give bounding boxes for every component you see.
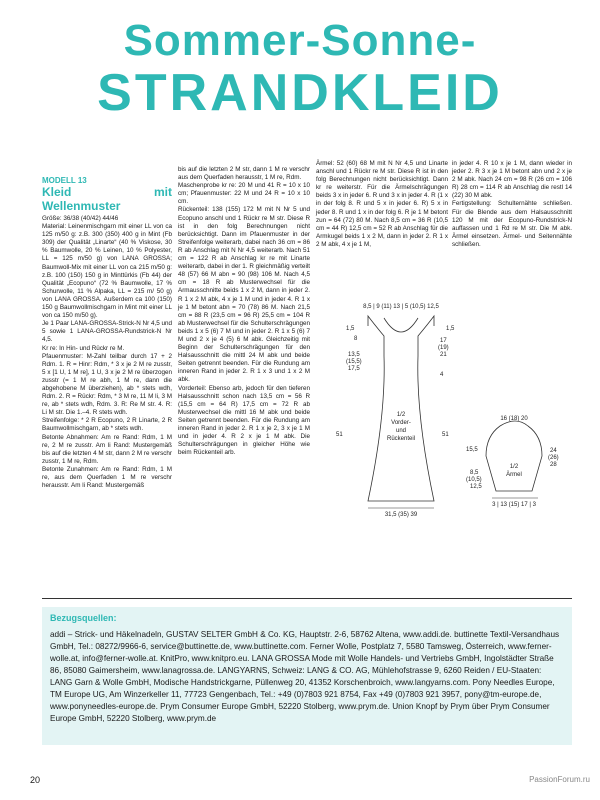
body-left-measure: (15,5) bbox=[346, 359, 362, 365]
body-right-measure: 4 bbox=[440, 372, 444, 378]
body-left-measure: 13,5 bbox=[348, 352, 360, 358]
title-line-1: Sommer-Sonne- bbox=[123, 16, 477, 65]
divider-rule bbox=[42, 598, 572, 599]
sleeve-top-measure: 16 (18) 20 bbox=[500, 416, 528, 422]
schematic-diagram bbox=[316, 296, 586, 526]
body-outline bbox=[368, 316, 434, 501]
body-right-measure: (19) bbox=[438, 345, 449, 351]
model-name: Kleid mit Wellenmuster bbox=[42, 185, 172, 213]
body-right-measure: 17 bbox=[440, 338, 447, 344]
body-left-measure: 8 bbox=[354, 336, 358, 342]
title-line-2: STRANDKLEID bbox=[97, 64, 503, 122]
paragraph: in jeder 4. R 10 x je 1 M, dann wieder in jeder 2. R 3 x je 1 M betont abn und 2 x je 2 M abk. Nach 24 cm = 98 R (26 cm = 106 R) 28 cm = 114 R ab Anschlag die restl 14 (22) 30 M abk. bbox=[452, 160, 572, 200]
modell-label: MODELL 13 bbox=[42, 176, 87, 185]
paragraph: Material: Leinenmischgarn mit einer LL von ca 125 m/50 g: z.B. 300 (350) 400 g in Mint (Fb 309) der Qualität „Linarte“ (40 % Viskose, 30 % Baumwolle, 20 % Leinen, 10 % Polyester, LL = 125 m/50 g) von LANA GROSSA; Baumwoll-Mix mit einer LL von ca 215 m/50 g: z.B. 100 (150) 150 g in Minttürkis (Fb 44) der Qualität „Ecopuno“ (72 % Baumwolle, 17 % Schurwolle, 11 % Alpaka, LL = 215 m/ 50 g) von LANA GROSSA. Außerdem ca 100 (150) 150 g Baumwollmischgarn in Mint mit einer LL von ca 150 m/50 g). bbox=[42, 223, 172, 320]
paragraph: Kr re: In Hin- und Rückr re M. bbox=[42, 344, 125, 352]
paragraph: Größe: 36/38 (40/42) 44/46 bbox=[42, 215, 119, 222]
body-side-measure-left: 51 bbox=[336, 432, 343, 438]
column-3 bbox=[316, 160, 448, 249]
paragraph: bis auf die letzten 2 M str, dann 1 M re verschr aus dem Querfaden herausstr, 1 M re, Rdm. bbox=[178, 166, 310, 182]
column-4 bbox=[452, 160, 572, 249]
body-right-measure: 21 bbox=[440, 352, 447, 358]
watermark: PassionForum.ru bbox=[529, 775, 590, 784]
sleeve-outline bbox=[486, 421, 542, 491]
sources-text: addi – Strick- und Häkelnadeln, GUSTAV SELTER GmbH & Co. KG, Hauptstr. 2-6, 58762 Altena, www.addi.de. buttinette Textil-Versandhaus GmbH, Tel.: 08272/9966-6, service@buttinette.de, www.buttinette.com. Ferner Wolle, Postplatz 7, 5580 Tamsweg, Österreich, www.ferner-wolle.at, info@ferner-wolle.at. KnitPro, www.knitpro.eu. LANA GROSSA Mode mit Wolle Handels- und Vertriebs GmbH, Ingolstädter Straße 86, 85080 Gaimersheim, www.lanagrossa.de. LANGYARNS, Schweiz: LANG & CO. AG, Mühlehofstrasse 9, 6260 Reiden / EU-Staaten: LANG Garn & Wolle GmbH, Modische Handstrickgarne, Püllenweg 20, 41352 Korschenbroich, www.langyarns.com. Pony Needles Europe, TM Europe UG, Am Winzerkeller 11, 77723 Gengenbach, Tel.: +49 (0)7803 921 8754, Fax +49 (0)7803 921 3957, pony@tm-europe.de, www.ponyneedles-europe.de. Prym Consumer Europe GmbH, 52220 Stolberg, www.prym.de. Union Knopf by Prym über Prym Consumer Europe GmbH, 52220 Stolberg, www.prym.de bbox=[50, 630, 560, 723]
sleeve-right-measure: 28 bbox=[550, 462, 557, 468]
body-left-measure: 1,5 bbox=[346, 326, 355, 332]
sleeve-bottom-measure: 3 | 13 (15) 17 | 3 bbox=[492, 502, 536, 508]
body-side-measure-right: 51 bbox=[442, 432, 449, 438]
paragraph: Betonte Zunahmen: Am re Rand: Rdm, 1 M re, aus dem Querfaden 1 M re verschr herausstr. Am li Rand: Mustergemäß bbox=[42, 465, 172, 490]
body-bottom-measure: 31,5 (35) 39 bbox=[384, 512, 418, 518]
column-1 bbox=[42, 176, 172, 490]
paragraph: Fertigstellung: Schulternähte schließen. Für die Blende aus dem Halsausschnitt 120 M mit der Ecopuno-Rundstrick-N auffassen und 1 Rd re M str. Die M abk. Ärmel einsetzen. Ärmel- und Seitennähte schließen. bbox=[452, 200, 572, 248]
column-2 bbox=[178, 166, 310, 457]
sleeve-left-measure: 8,5 bbox=[470, 470, 479, 476]
paragraph: Maschenprobe kr re: 20 M und 41 R = 10 x 10 cm; Pfauenmuster: 22 M und 24 R = 10 x 10 cm. bbox=[178, 182, 310, 206]
paragraph: Rückenteil: 138 (155) 172 M mit N Nr 5 und Ecopuno anschl und 1 Rückr re M str. Diese R ist in den folg Berechnungen nicht berücksichtigt. Dann im Pfauenmuster in der Streifenfolge weiterarb, dabei nach 36 cm = 86 R ab Anschlag mit N Nr 4,5 weiterarb. Nach 51 cm = 122 R ab Anschlag kr re mit Linarte weiterarb, dabei in der 1. R gleichmäßig verteilt 48 (57) 66 M abn = 90 (98) 106 M. Nach 4,5 cm = 18 R ab Musterwechsel für die Armausschnitte beids 1 x 2 M, dann in jeder 2. R 1 x 2 M abk, 4 x je 1 M und in jeder 4. R 1 x je 1 M betont abn = 70 (78) 86 M. Nach 21,5 cm = 88 R (23,5 cm = 96 R) 25,5 cm = 104 R ab Musterwechsel für die Schulterschrägungen beids 1 x 5 (6) 7 M und in jeder 2. R 1 x 5 (6) 7 M und 2 x je 4 (5) 6 M abk. Gleichzeitig mit Beginn der Schulterschrägungen für den Halsausschnitt die mittl 24 M abk und beide Seiten getrennt beenden. Für die Rundung am inneren Rand in jeder 2. R 1 x 3 und 1 x 2 M abk. bbox=[178, 206, 310, 384]
paragraph: Vorderteil: Ebenso arb, jedoch für den tieferen Halsausschnitt schon nach 13,5 cm = 56 R (15,5 cm = 64 R) 17,5 cm = 72 R ab Musterwechsel die mittl 16 M abk und beide Seiten getrennt beenden. Für die Rundung am inneren Rand in jeder 2. R 1 x je 2, 3 x je 1 M und in jeder 4. R 2 x je 1 M abk. Die Schulterschrägungen in gleicher Höhe wie beim Rückenteil arb. bbox=[178, 384, 310, 457]
sleeve-right-measure: 24 bbox=[550, 448, 557, 454]
paragraph: Betonte Abnahmen: Am re Rand: Rdm, 1 M re, 2 M re zusstr. Am li Rand: Mustergemäß bis auf die letzten 4 M str, dann 2 M re verschr zusstr, 1 M re, Rdm. bbox=[42, 433, 172, 465]
body-right-measure: 1,5 bbox=[446, 326, 455, 332]
body-left-measure: 17,5 bbox=[348, 366, 360, 372]
sleeve-label: Ärmel bbox=[506, 472, 522, 478]
paragraph: Je 1 Paar LANA-GROSSA-Strick-N Nr 4,5 und 5 sowie 1 LANA-GROSSA-Rundstrick-N Nr 4,5. bbox=[42, 320, 172, 344]
sleeve-left-measure: 15,5 bbox=[466, 447, 478, 453]
body-label: Rückenteil bbox=[386, 436, 416, 442]
paragraph: Ärmel: 52 (60) 68 M mit N Nr 4,5 und Linarte anschl und 1 Rückr re M str. Diese R ist in den folg Berechnungen nicht berücksichtigt. Dann kr re weiterstr. Für die Ärmelschrägungen beids 3 x in jeder 6. R und 3 x in jeder 4. R (1 x in der folg 8. R und 5 x in jeder 6. R) 5 x in jeder 8. R und 1 x in der folg 6. R je 1 M betont zun = 64 (72) 80 M. Nach 8,5 cm = 36 R (10,5 cm = 44 R) 12,5 cm = 52 R ab Anschlag für die Armkugel beids 1 x 2 M, dann in jeder 2. R 1 x 2 M abk, 4 x je 1 M, bbox=[316, 160, 448, 248]
neckline bbox=[384, 318, 418, 332]
sleeve-left-measure: (10,5) bbox=[466, 477, 482, 483]
paragraph: Streifenfolge: * 2 R Ecopuno, 2 R Linarte, 2 R Baumwollmischgarn, ab * stets wdh. bbox=[42, 417, 172, 433]
sleeve-left-measure: 12,5 bbox=[470, 484, 482, 490]
body-label: Vorder- bbox=[391, 420, 411, 426]
sources-title: Bezugsquellen: bbox=[50, 613, 117, 623]
paragraph: Pfauenmuster: M-Zahl teilbar durch 17 + 2 Rdm. 1. R = Hinr: Rdm, * 3 x je 2 M re zusstr, 5 x [1 U, 1 M re], 1 U, 3 x je 2 M re überzogen zusstr (= 1 M re abh, 1 M re, dann die abgehobene M überziehen), ab * stets wdh, Rdm. 2. R = Rückr: Rdm, * 3 M re, 11 M li, 3 M re, ab * stets wdh, Rdm. 3. R: Re M str. 4. R: Li M str. Die 1.–4. R stets wdh. bbox=[42, 352, 172, 417]
sleeve-label: 1/2 bbox=[509, 464, 519, 470]
body-top-measure: 8,5 | 9 (11) 13 | 5 (10,5) 12,5 bbox=[363, 304, 439, 310]
body-label: und bbox=[395, 428, 407, 434]
body-label: 1/2 bbox=[396, 412, 406, 418]
sources-box bbox=[42, 607, 572, 745]
page-number: 20 bbox=[30, 775, 41, 785]
sleeve-right-measure: (26) bbox=[548, 455, 559, 461]
